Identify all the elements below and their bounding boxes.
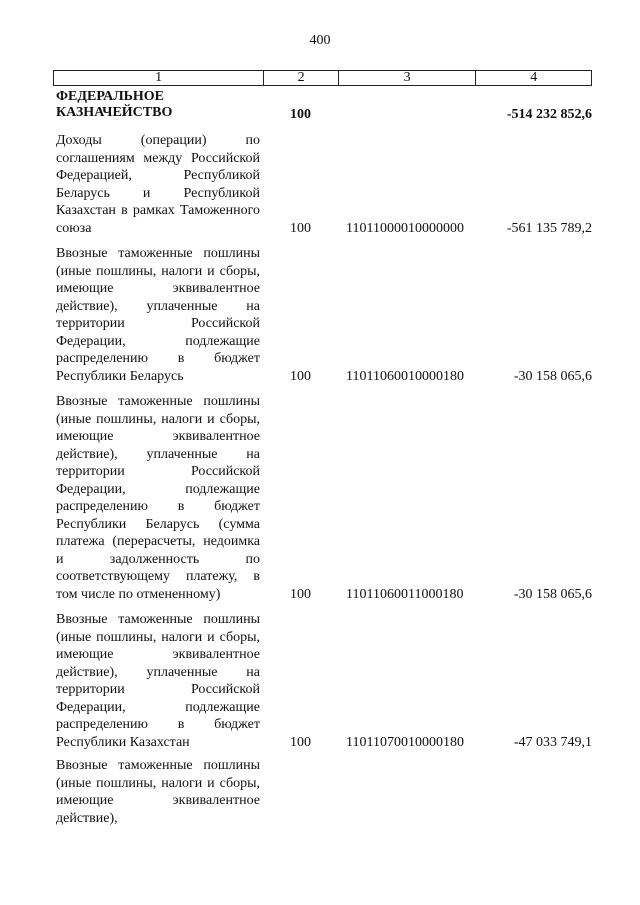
row-code-2: 100	[290, 368, 311, 384]
table-row	[56, 757, 601, 827]
row-amount: -561 135 789,2	[506, 220, 592, 236]
row-amount: -47 033 749,1	[513, 734, 592, 750]
row-code-3: 11011060011000180	[346, 586, 464, 602]
table-row	[56, 89, 601, 123]
table-row	[56, 611, 601, 751]
row-description: ФЕДЕРАЛЬНОЕ КАЗНАЧЕЙСТВО	[56, 89, 173, 120]
row-description: Ввозные таможенные пошлины (иные пошлины, налоги и сборы, имеющие эквивалентное действие), уплаченные на территории Российской Федерации, подлежащие распределению в бюджет Республики Беларусь (сумма платежа (перерасчеты, недоимка и задолженность по соответствующему платежу, в том числе по отмененному)	[56, 394, 260, 602]
table-row	[56, 245, 601, 385]
row-amount: -30 158 065,6	[513, 586, 592, 602]
row-code-2: 100	[290, 734, 311, 750]
row-description: Ввозные таможенные пошлины (иные пошлины, налоги и сборы, имеющие эквивалентное действие), уплаченные на территории Российской Федерации, подлежащие распределению в бюджет Республики Беларусь	[56, 246, 260, 384]
page-number: 400	[309, 33, 331, 48]
table-row	[56, 132, 601, 237]
row-code-2: 100	[290, 220, 311, 236]
table-row	[56, 393, 601, 603]
header-col-4: 4	[530, 70, 538, 85]
row-description: Доходы (операции) по соглашениям между Российской Федерацией, Республикой Беларусь и Республикой Казахстан в рамках Таможенного союза	[56, 133, 260, 236]
table-header	[53, 70, 592, 86]
header-col-1: 1	[54, 71, 264, 85]
row-code-3: 11011060010000180	[346, 368, 464, 384]
row-code-3: 11011000010000000	[346, 220, 464, 236]
row-code-2: 100	[290, 106, 311, 122]
row-amount: -514 232 852,6	[506, 106, 592, 122]
header-col-3: 3	[339, 71, 476, 85]
row-amount: -30 158 065,6	[513, 368, 592, 384]
row-description: Ввозные таможенные пошлины (иные пошлины, налоги и сборы, имеющие эквивалентное действие), уплаченные на территории Российской Федерации, подлежащие распределению в бюджет Республики Казахстан	[56, 612, 260, 750]
row-code-2: 100	[290, 586, 311, 602]
row-code-3: 11011070010000180	[346, 734, 464, 750]
row-description: Ввозные таможенные пошлины (иные пошлины, налоги и сборы, имеющие эквивалентное действие),	[56, 758, 260, 826]
header-col-2: 2	[264, 71, 339, 85]
